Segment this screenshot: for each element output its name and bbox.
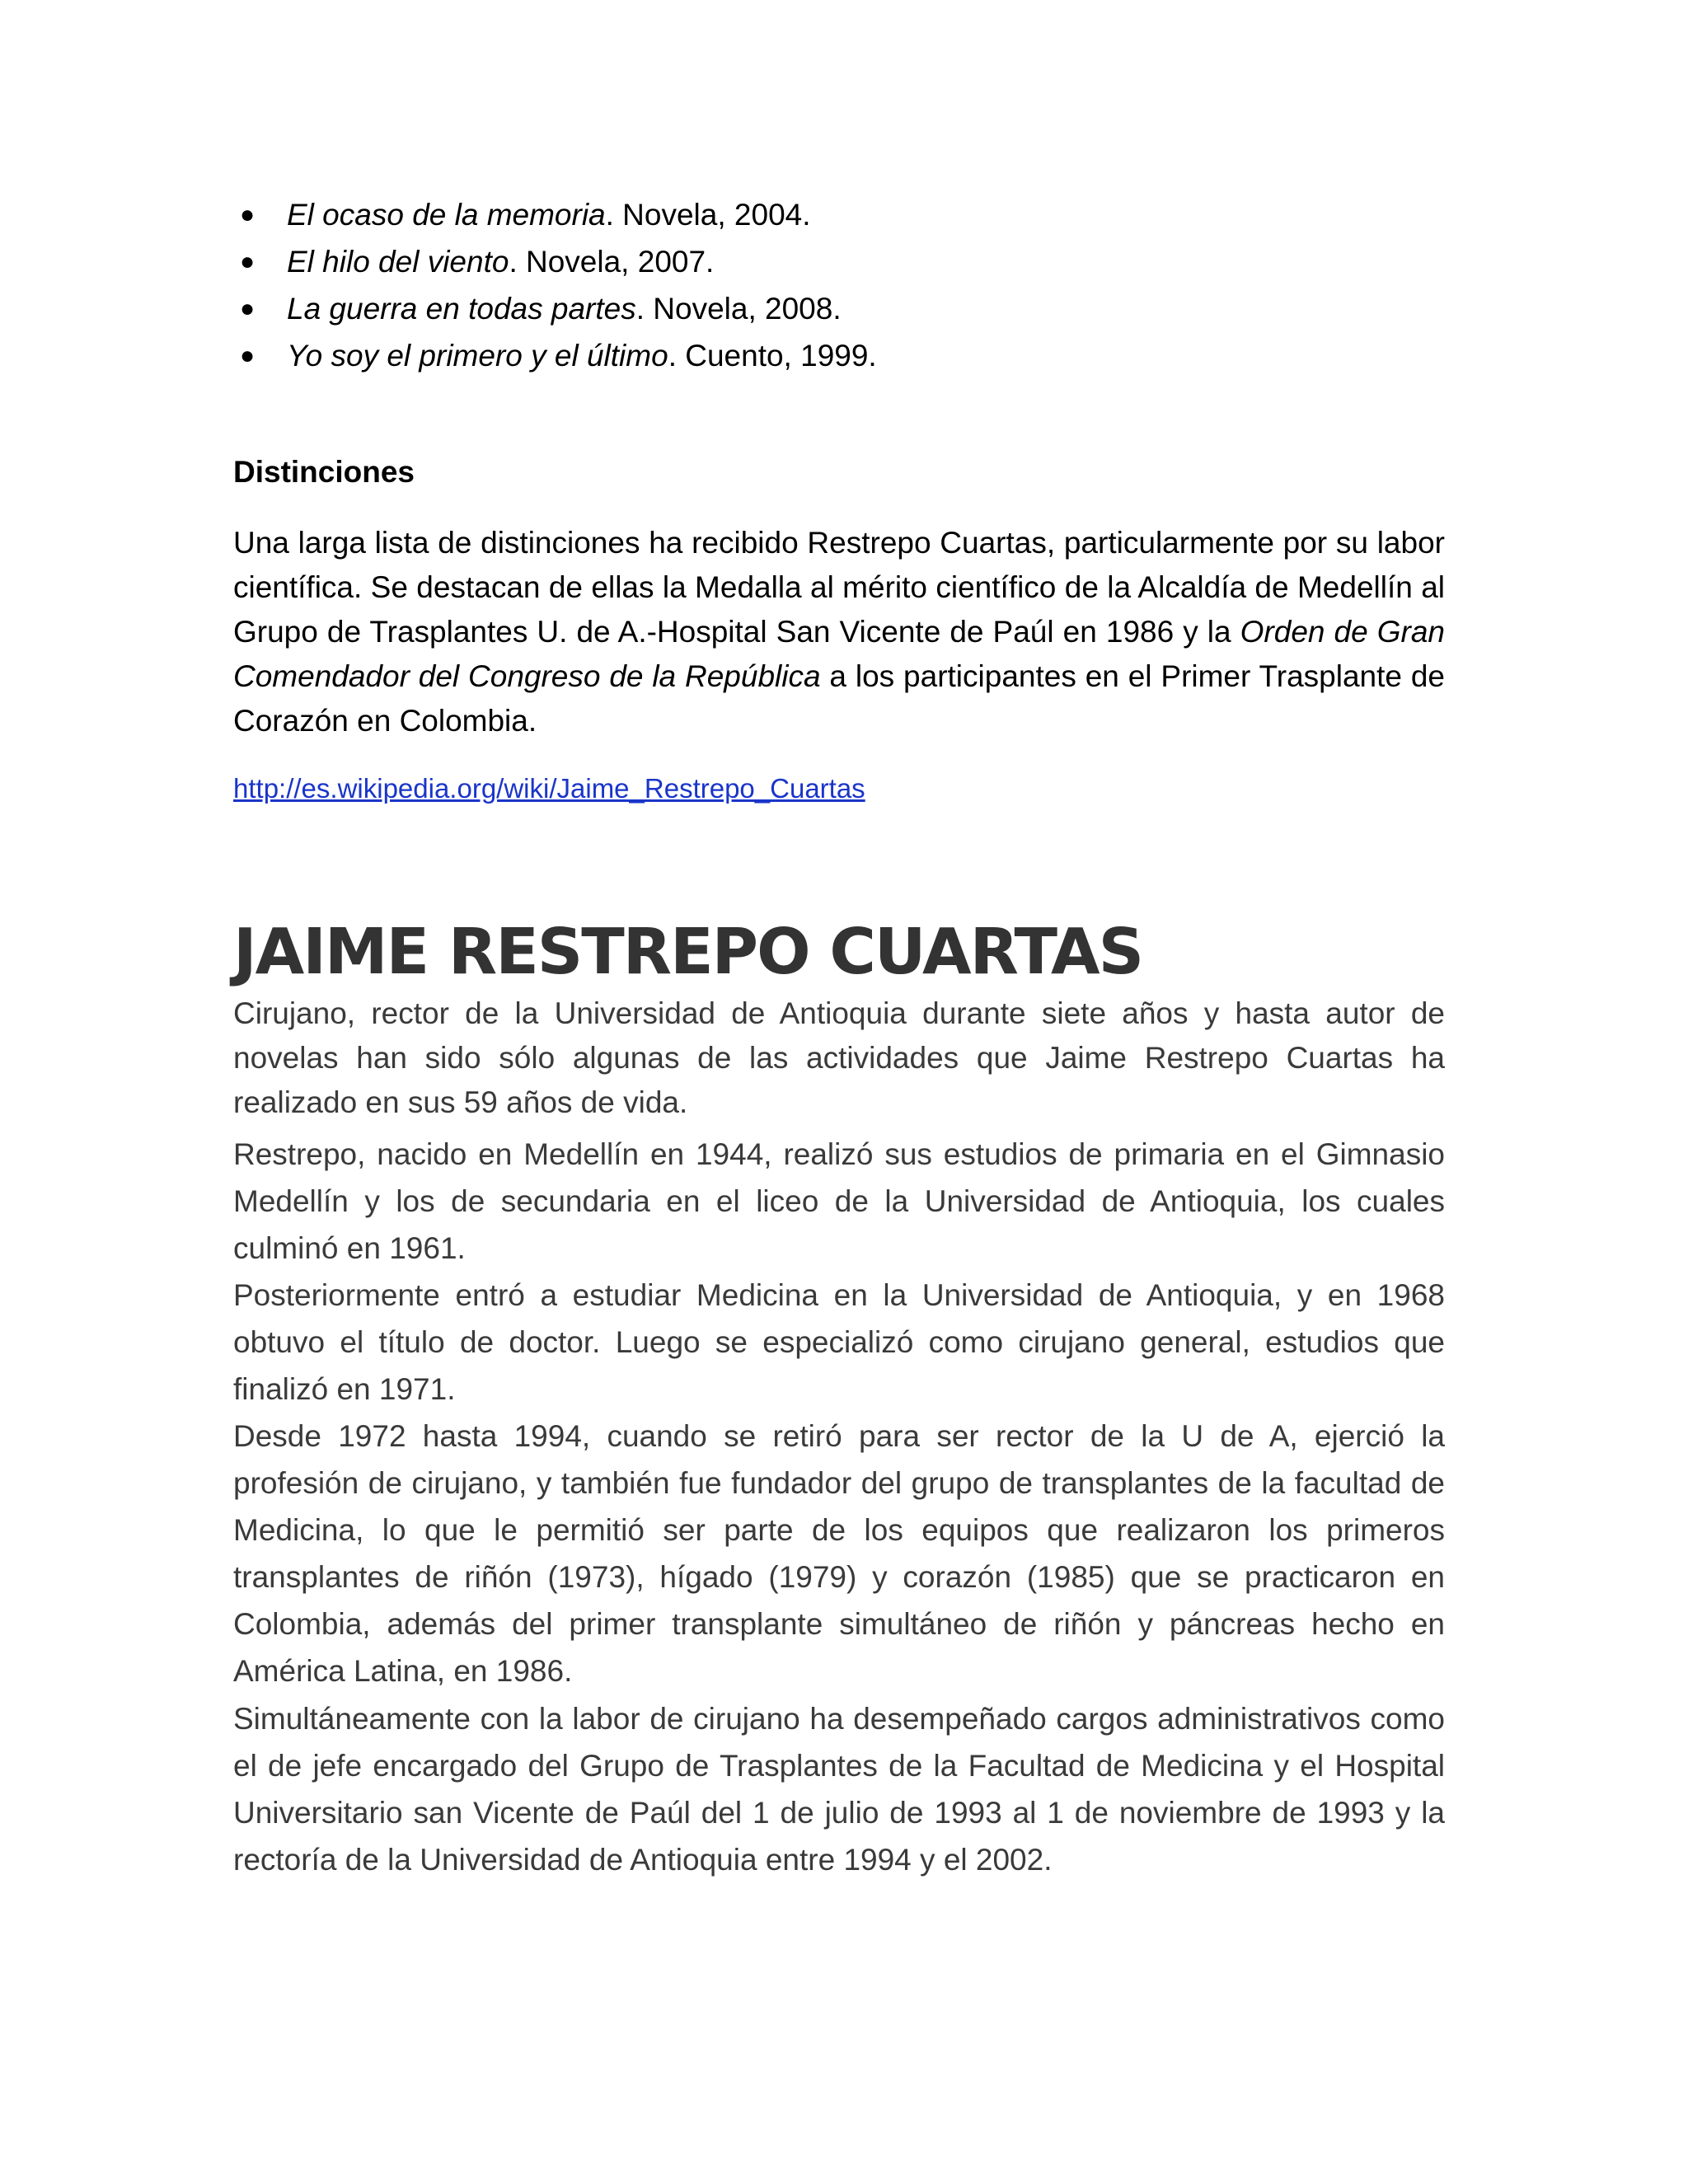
- book-title: El hilo del viento: [287, 245, 509, 279]
- book-title: Yo soy el primero y el último: [287, 339, 668, 373]
- biography-title: JAIME RESTREPO CUARTAS: [233, 916, 1143, 989]
- book-details: . Cuento, 1999.: [668, 339, 877, 373]
- biography-paragraph: Posteriormente entró a estudiar Medicina en la Universidad de Antioquia, y en 1968 obtuvo el título de doctor. Luego se especializó como cirujano general, estudios que finalizó en 1971.: [233, 1278, 1445, 1406]
- distinctions-text-end: a los participantes en el Primer Trasplante de Corazón en Colombia.: [233, 659, 1445, 738]
- distinctions-heading: Distinciones: [233, 455, 415, 489]
- wikipedia-link[interactable]: http://es.wikipedia.org/wiki/Jaime_Restrepo_Cuartas: [233, 773, 865, 804]
- distinctions-text: Una larga lista de distinciones ha recibido Restrepo Cuartas, particularmente por su labor científica. Se destacan de ellas la Medalla al mérito científico de la Alcaldía de Medellín al Grupo de Trasplantes U. de A.-Hospital San Vicente de Paúl en 1986 y la: [233, 526, 1445, 649]
- book-details: . Novela, 2008.: [635, 292, 842, 326]
- distinctions-award: Orden de Gran Comendador del Congreso de la República: [233, 615, 1445, 693]
- biography-paragraph: Desde 1972 hasta 1994, cuando se retiró para ser rector de la U de A, ejerció la profesión de cirujano, y también fue fundador del grupo de transplantes de la facultad de Medicina, lo que le permitió ser parte de los equipos que realizaron los primeros transplantes de riñón (1973), hígado (1979) y corazón (1985) que se practicaron en Colombia, además del primer transplante simultáneo de riñón y páncreas hecho en América Latina, en 1986.: [233, 1419, 1445, 1688]
- book-details: . Novela, 2007.: [509, 245, 715, 279]
- biography-intro: Cirujano, rector de la Universidad de Antioquia durante siete años y hasta autor de novelas han sido sólo algunas de las actividades que Jaime Restrepo Cuartas ha realizado en sus 59 años de vida.: [233, 996, 1445, 1119]
- bullet-icon: ●: [240, 342, 256, 369]
- book-details: . Novela, 2004.: [605, 198, 811, 232]
- book-item: [233, 285, 877, 332]
- book-title: La guerra en todas partes: [287, 292, 636, 326]
- bullet-icon: ●: [240, 295, 256, 322]
- book-title: El ocaso de la memoria: [287, 198, 606, 232]
- book-list: [233, 191, 877, 379]
- book-item: [233, 238, 877, 285]
- bullet-icon: ●: [240, 248, 256, 275]
- biography-paragraph: Restrepo, nacido en Medellín en 1944, realizó sus estudios de primaria en el Gimnasio Medellín y los de secundaria en el liceo de la Universidad de Antioquia, los cuales culminó en 1961.: [233, 1137, 1445, 1265]
- bullet-icon: ●: [240, 201, 256, 228]
- book-item: [233, 191, 877, 238]
- biography-paragraph: Simultáneamente con la labor de cirujano ha desempeñado cargos administrativos como el de jefe encargado del Grupo de Trasplantes de la Facultad de Medicina y el Hospital Universitario san Vicente de Paúl del 1 de julio de 1993 al 1 de noviembre de 1993 y la rectoría de la Universidad de Antioquia entre 1994 y el 2002.: [233, 1702, 1445, 1877]
- book-item: [233, 332, 877, 379]
- distinctions-paragraph: [233, 521, 1445, 743]
